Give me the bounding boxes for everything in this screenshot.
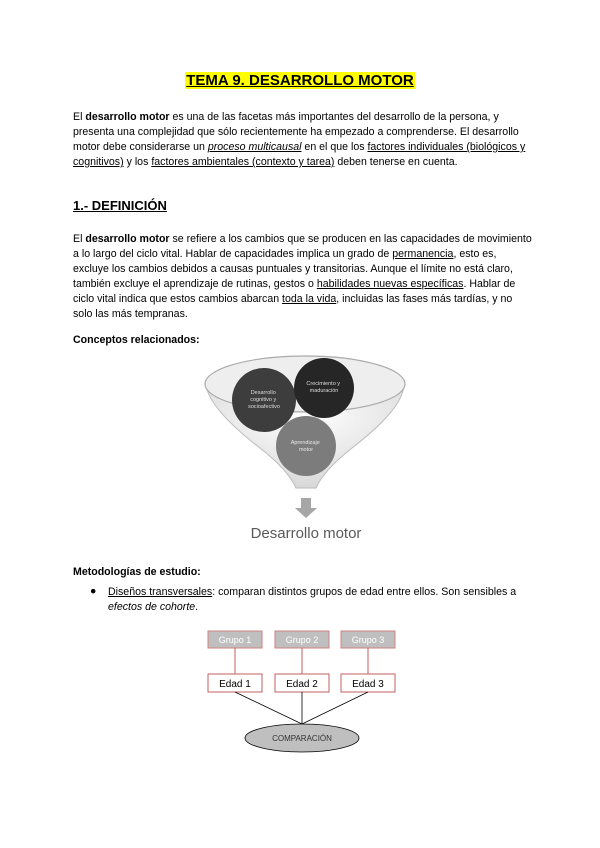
def-text: , esto es, excluye los cambios debidos a causas puntuales y transitorias. Aunque el límite no está claro, también excluye el aprendizaje de rutinas, gestos o <box>73 248 513 290</box>
intro-text: El <box>73 111 86 123</box>
group-label-2: Grupo 2 <box>285 635 319 645</box>
section-heading-definicion: 1.- DEFINICIÓN <box>73 198 167 213</box>
circle2-line: maduración <box>309 388 339 394</box>
def-underline: permanencia <box>392 248 454 260</box>
age-label-2: Edad 2 <box>286 679 318 690</box>
age-box-1 <box>208 674 262 692</box>
methods-heading: Metodologías de estudio: <box>73 566 201 578</box>
comparison-label: COMPARACIÓN <box>272 734 332 743</box>
group-box-2 <box>275 631 329 648</box>
age-label-1: Edad 1 <box>219 679 251 690</box>
circle-aprendizaje <box>276 416 336 476</box>
intro-text: en el que los <box>301 141 368 153</box>
group-label-1: Grupo 1 <box>218 635 252 645</box>
group-label-3: Grupo 3 <box>351 635 385 645</box>
circle1-line: Desarrollo <box>250 390 276 396</box>
circle1-line: socioafectivo <box>248 404 280 410</box>
circle1-line: cognitivo y <box>250 397 277 403</box>
definition-paragraph <box>73 232 533 322</box>
funnel-result-label: Desarrollo motor <box>250 525 362 542</box>
comparison-ellipse <box>245 724 359 752</box>
svg-text:Crecimiento y maduración <box>306 381 341 394</box>
def-text: , incluidas las fases más tardías, y no solo las más tempranas. <box>73 293 513 320</box>
concepts-heading: Conceptos relacionados: <box>73 334 200 346</box>
intro-bold: desarrollo motor <box>85 111 170 123</box>
title-text: TEMA 9. DESARROLLO MOTOR <box>186 72 414 89</box>
methods-item-italic: efectos de cohorte <box>108 601 196 613</box>
methods-item <box>108 585 538 615</box>
methods-item-text: . <box>195 601 199 613</box>
def-text: . Hablar de ciclo vital indica que estos cambios abarcan <box>73 278 516 305</box>
page-title <box>0 72 600 89</box>
age-box-2 <box>275 674 329 692</box>
intro-underline: proceso multicausal <box>207 141 302 153</box>
svg-text:Desarrollo cognitivo y <box>248 390 280 410</box>
age-label-3: Edad 3 <box>352 679 384 690</box>
methods-item-text: : comparan distintos grupos de edad entre ellos. Son sensibles a <box>212 586 517 598</box>
intro-underline: factores individuales (biológicos y cognitivos) <box>73 141 526 168</box>
intro-underline: factores ambientales (contexto y tarea) <box>151 156 335 168</box>
connector <box>302 692 368 724</box>
methods-item-underline: Diseños transversales <box>108 586 213 598</box>
bullet-icon: ● <box>90 585 97 597</box>
def-text: El <box>73 233 86 245</box>
intro-text: y los <box>123 156 152 168</box>
group-box-3 <box>341 631 395 648</box>
circle2-line: Crecimiento y <box>306 381 341 387</box>
circle3-line: Aprendizaje <box>290 440 320 446</box>
def-bold: desarrollo motor <box>85 233 170 245</box>
def-text: se refiere a los cambios que se producen en las capacidades de movimiento a lo largo del ciclo vital. Hablar de capacidades implica un grado de <box>73 233 532 260</box>
intro-text: deben tenerse en cuenta. <box>334 156 458 168</box>
def-underline: toda la vida <box>282 293 337 305</box>
connector <box>235 692 302 724</box>
intro-paragraph <box>73 110 533 170</box>
age-box-3 <box>341 674 395 692</box>
intro-text: es una de las facetas más importantes del desarrollo de la persona, y presenta una complejidad que sólo recientemente ha empezado a comprenderse. El desarrollo motor debe considerarse un <box>73 111 519 153</box>
comparison-diagram <box>200 626 410 756</box>
def-underline: habilidades nuevas específicas <box>316 278 464 290</box>
group-box-1 <box>208 631 262 648</box>
down-arrow-icon <box>295 498 317 518</box>
funnel-diagram <box>200 348 410 548</box>
circle3-line: motor <box>298 447 314 453</box>
